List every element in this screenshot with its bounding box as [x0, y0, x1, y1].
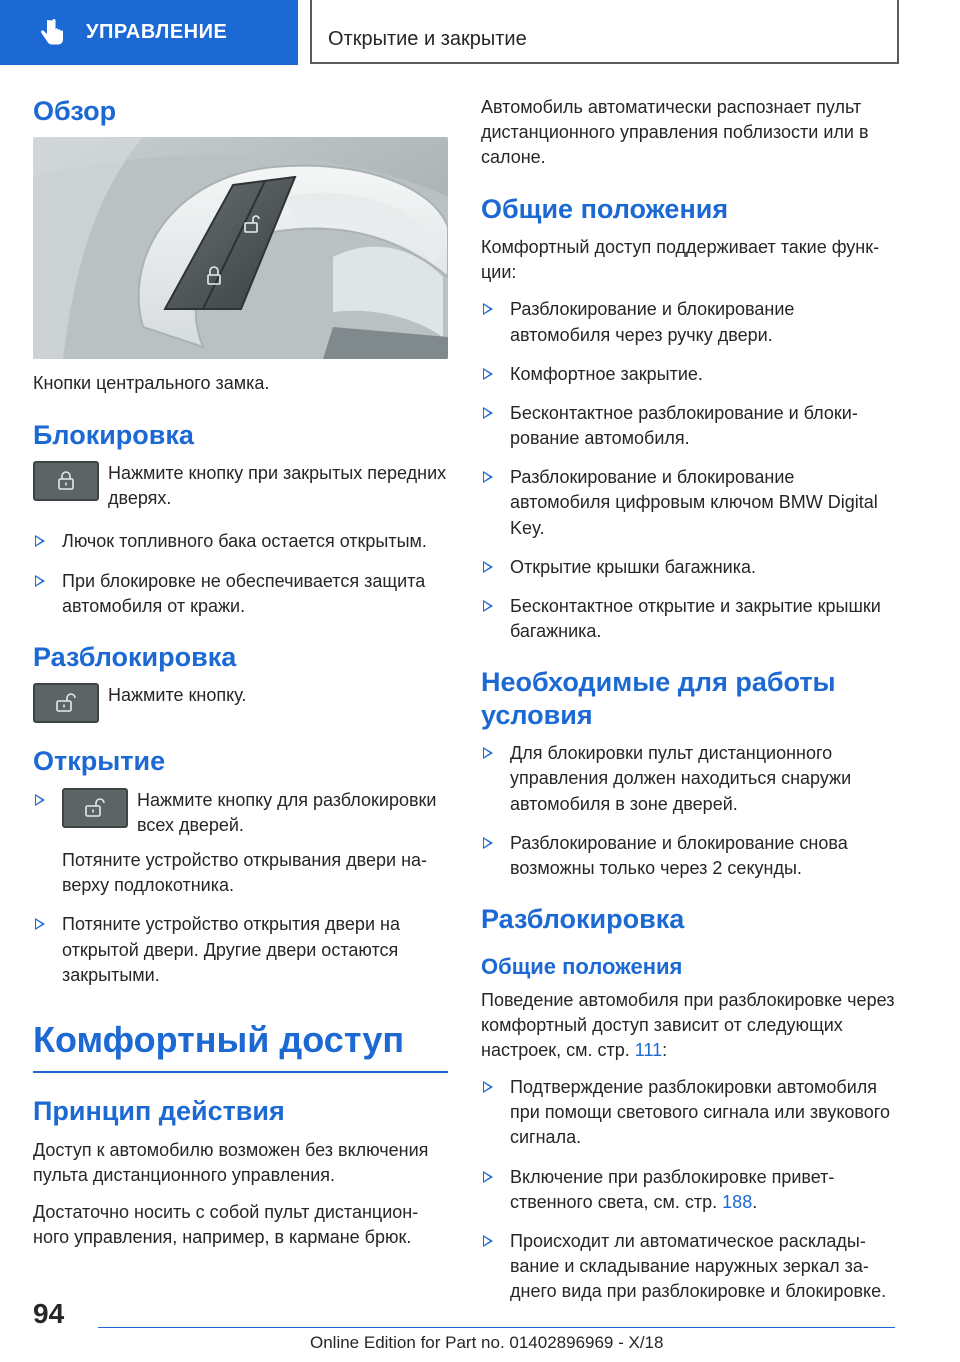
- bullet-triangle-icon: [483, 303, 493, 315]
- bullet-triangle-icon: [35, 535, 45, 547]
- comfort-heading: [33, 1018, 448, 1073]
- overview-title: Обзор: [33, 96, 117, 126]
- list-item: Разблокирование и блокирование автомобиля через ручку двери.: [481, 297, 899, 347]
- page-link-111[interactable]: 111: [634, 1039, 663, 1060]
- lock-button-image: [33, 461, 99, 501]
- open-step-text: Нажмите кнопку для разблокировки всех дверей.: [137, 789, 437, 835]
- unlock-instruction: [33, 683, 448, 723]
- list-item: Потяните устройство открытия двери на открытой двери. Другие двери остаются закрытыми.: [33, 912, 448, 988]
- comfort-unlock-title: Разблокировка: [481, 904, 685, 935]
- unlock-icon: [55, 692, 77, 714]
- lock-text: Нажмите кнопку при закрытых передних дверях.: [108, 462, 447, 509]
- chapter-box: [310, 0, 899, 64]
- bullet-triangle-icon: [483, 407, 493, 419]
- unlock-button-image: [33, 683, 99, 723]
- bullet-triangle-icon: [483, 1081, 493, 1093]
- list-item: Комфортное закрытие.: [481, 362, 899, 387]
- unlock-text: Нажмите кнопку.: [108, 685, 247, 706]
- bullet-triangle-icon: [35, 794, 45, 806]
- list-item: [33, 788, 448, 899]
- section-tab: [0, 0, 298, 65]
- comfort-unlock-list: [481, 1075, 899, 1305]
- principle-p2: Достаточно носить с собой пульт дистанционного управления, например, в кармане брюк.: [33, 1201, 419, 1248]
- bullet-triangle-icon: [483, 368, 493, 380]
- bullet-triangle-icon: [483, 561, 493, 573]
- general-list: [481, 297, 899, 644]
- door-handle-photo: [33, 137, 448, 359]
- section-label: УПРАВЛЕНИЕ: [86, 21, 228, 43]
- list-item: При блокировке не обеспечивается защита автомобиля от кражи.: [33, 569, 448, 619]
- list-item: Открытие крышки багажника.: [481, 555, 899, 580]
- intro-text: Автомобиль автоматически распознает пульт дистанционного управления поблизости или в салоне.: [481, 97, 869, 168]
- comfort-title: Комфортный доступ: [33, 1019, 405, 1060]
- list-item: Для блокировки пульт дистанционного управления должен находиться снаружи автомобиля в зоне дверей.: [481, 741, 899, 817]
- open-title: Открытие: [33, 746, 166, 777]
- chapter-label: Открытие и закрытие: [328, 28, 527, 50]
- unlock-button-image: [62, 788, 128, 828]
- list-item: Происходит ли автоматическое раскладывание и складывание наружных зеркал заднего вида при разблокировке и блокировке.: [481, 1229, 899, 1305]
- list-item: Бесконтактное разблокирование и блокирование автомобиля.: [481, 401, 899, 451]
- list-item: Разблокирование и блокирование снова возможны только через 2 секунды.: [481, 831, 899, 881]
- principle-p1: Доступ к автомобилю возможен без включения пульта дистанционного управления.: [33, 1139, 429, 1185]
- lock-icon: [56, 470, 76, 492]
- page-number: 94: [33, 1298, 65, 1329]
- footer-rule: [98, 1327, 895, 1328]
- comfort-unlock-text: Поведение автомобиля при разблокировке через комфортный доступ зависит от следующих настроек, см. стр. 111:: [481, 989, 895, 1060]
- list-item: Бесконтактное открытие и закрытие крышки багажника.: [481, 594, 899, 644]
- bullet-triangle-icon: [483, 747, 493, 759]
- bullet-triangle-icon: [483, 1171, 493, 1183]
- open-list: [33, 788, 448, 988]
- left-column: [33, 95, 448, 1262]
- lock-title: Блокировка: [33, 419, 194, 450]
- bullet-triangle-icon: [35, 575, 45, 587]
- list-item: Разблокирование и блокирование автомобиля цифровым ключом BMW Digital Key.: [481, 465, 899, 541]
- requirements-title: Необходимые для работы условия: [481, 667, 836, 730]
- bullet-triangle-icon: [483, 837, 493, 849]
- comfort-unlock-subtitle: Общие положения: [481, 953, 683, 979]
- open-step-extra: Потяните устройство открывания двери наверху подлокотника.: [62, 850, 428, 896]
- general-title: Общие положения: [481, 193, 729, 224]
- requirements-list: [481, 741, 899, 881]
- list-item: Включение при разблокировке приветственного света, см. стр. 188.: [481, 1165, 899, 1215]
- right-column: [481, 95, 899, 1319]
- principle-title: Принцип действия: [33, 1096, 285, 1127]
- bullet-triangle-icon: [483, 1235, 493, 1247]
- list-item: Лючок топливного бака остается открытым.: [33, 529, 448, 554]
- general-text: Комфортный доступ поддерживает такие функции:: [481, 236, 880, 283]
- unlock-icon: [84, 797, 106, 819]
- list-item: Подтверждение разблокировки автомобиля при помощи светового сигнала или звукового сигнала.: [481, 1075, 899, 1151]
- page-link-188[interactable]: 188: [722, 1191, 753, 1212]
- bullet-triangle-icon: [35, 918, 45, 930]
- hand-icon: [38, 18, 66, 48]
- bullet-triangle-icon: [483, 600, 493, 612]
- lock-list: [33, 529, 448, 619]
- photo-caption: Кнопки центрального замка.: [33, 373, 270, 394]
- bullet-triangle-icon: [483, 471, 493, 483]
- unlock-title: Разблокировка: [33, 641, 237, 672]
- footer-edition: Online Edition for Part no. 01402896969 - X/18: [310, 1333, 664, 1352]
- lock-instruction: [33, 461, 448, 511]
